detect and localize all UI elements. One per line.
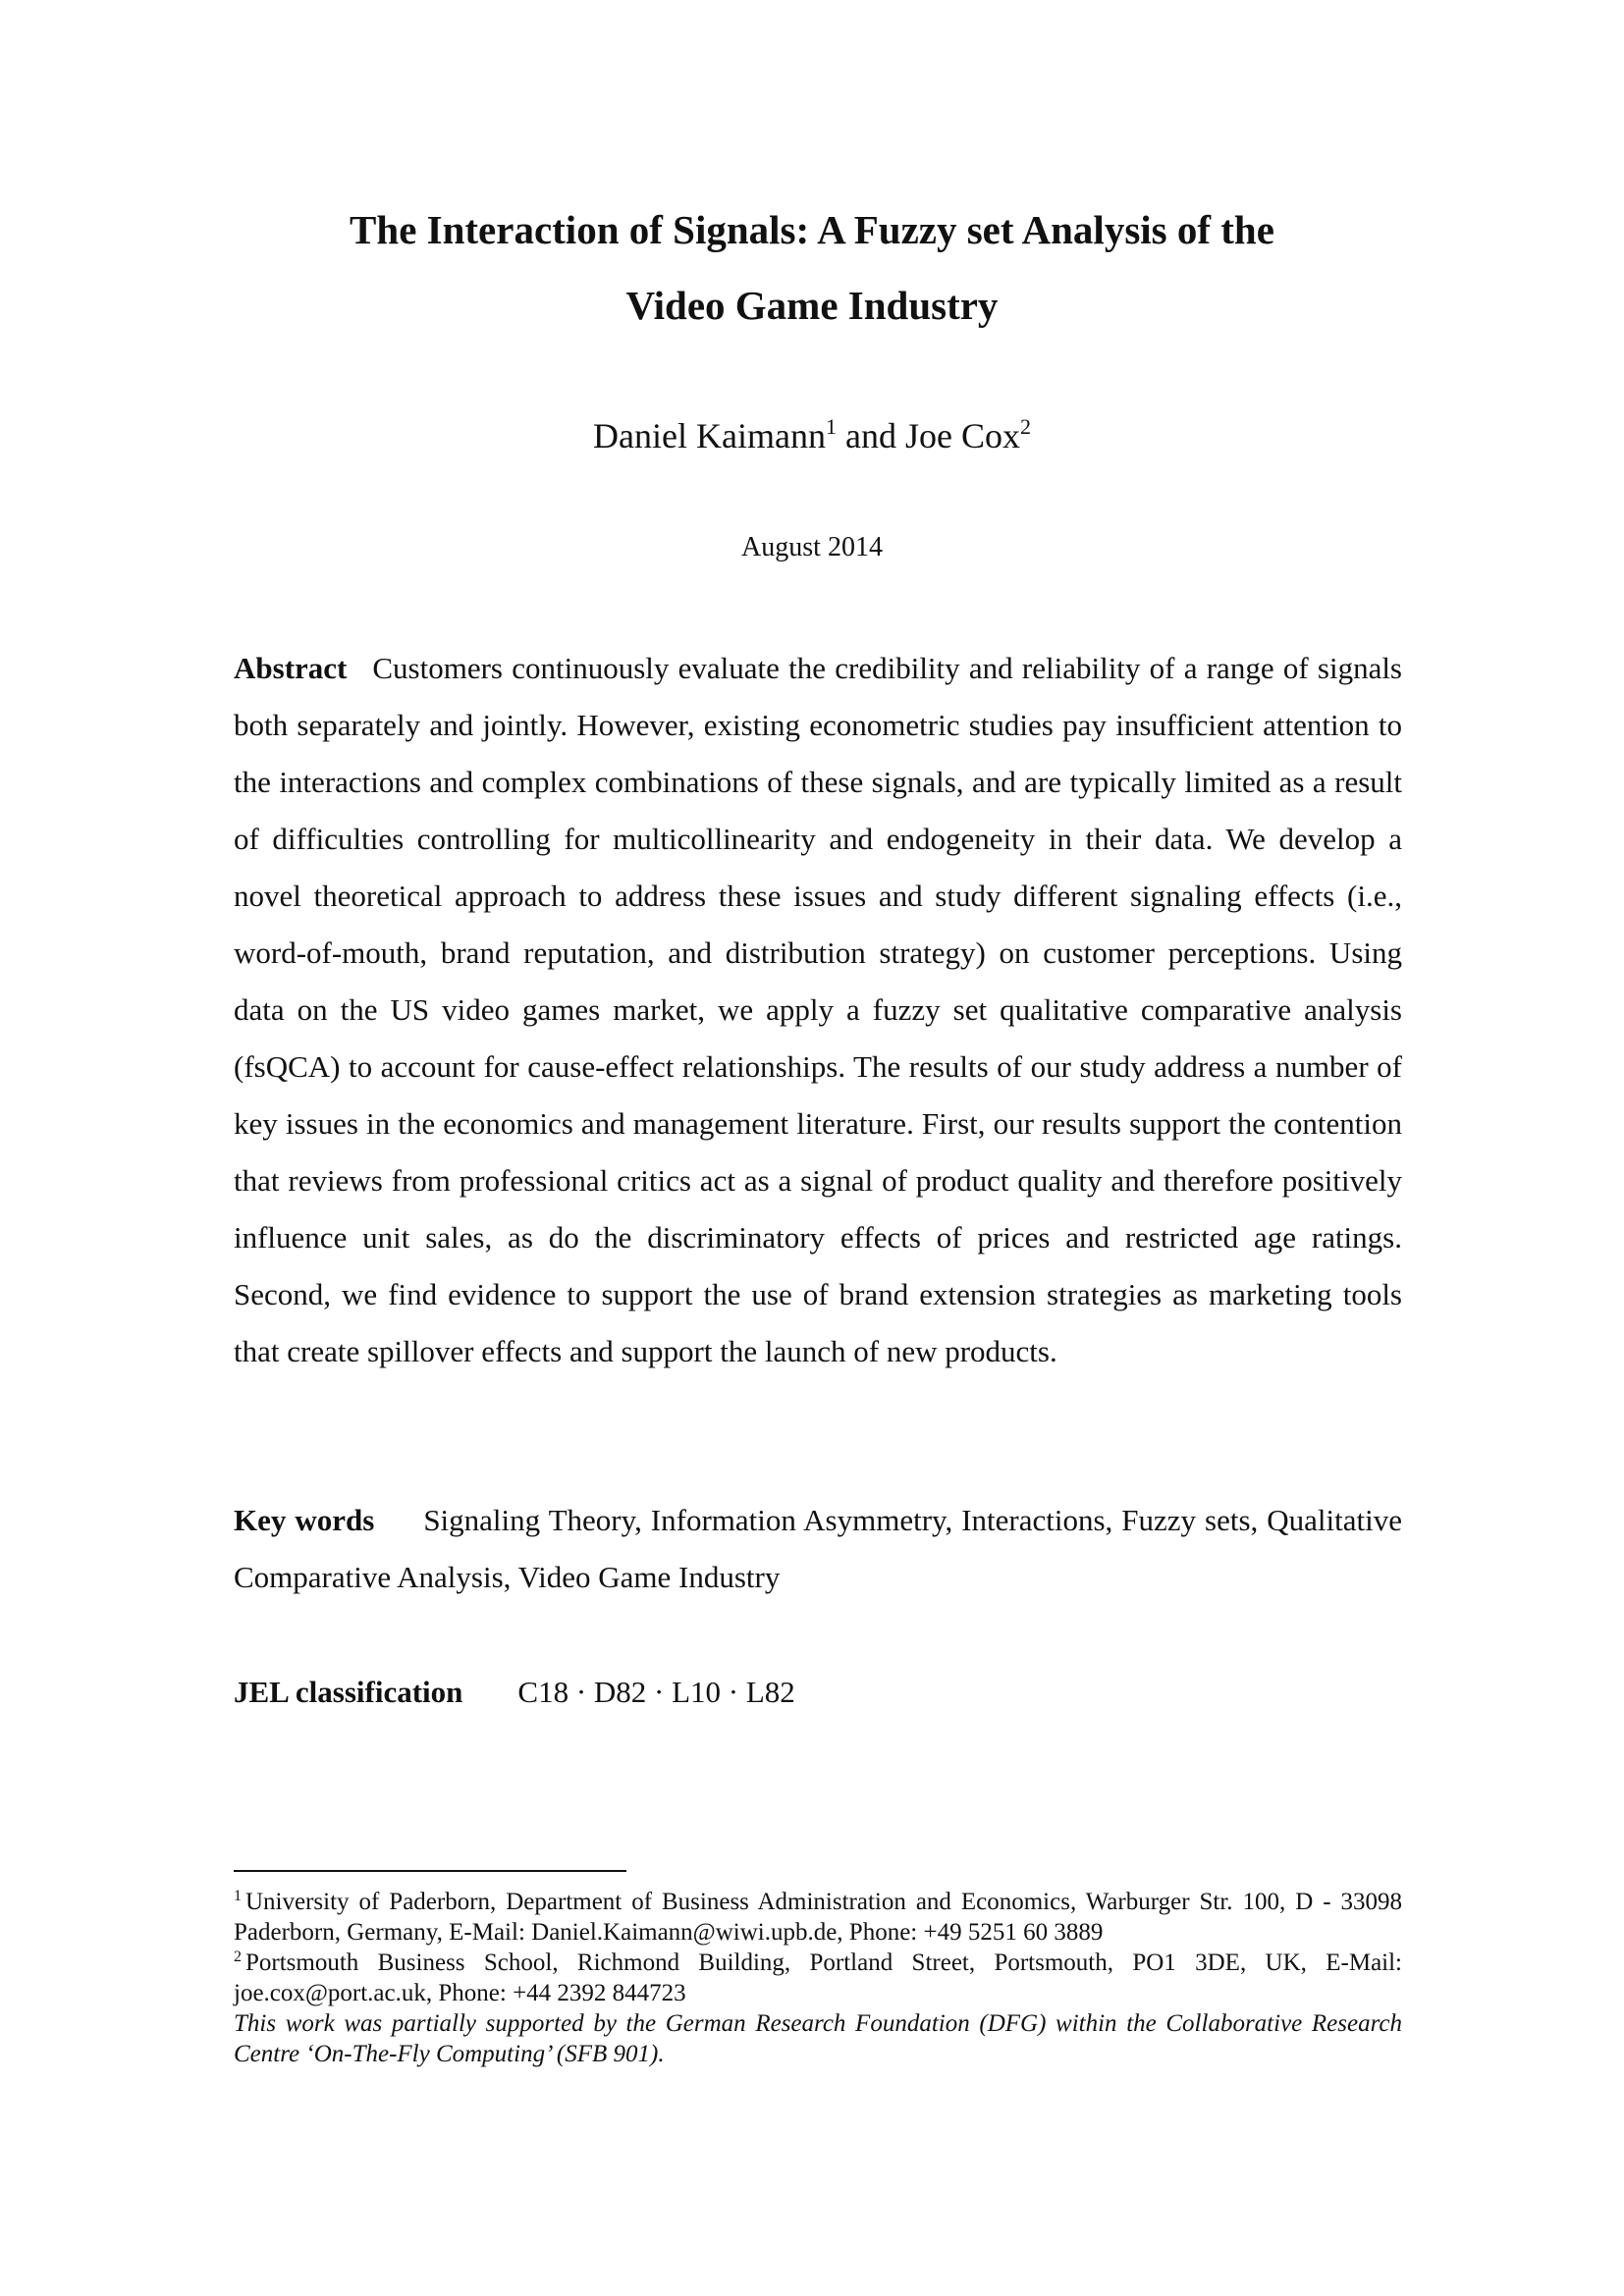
keywords-text: Signaling Theory, Information Asymmetry, Interactions, Fuzzy sets, Qualitative Comparative Analysis, Video Game Industry xyxy=(234,1503,1402,1594)
author-conjunction: and xyxy=(836,416,905,455)
paper-title-line-2: Video Game Industry xyxy=(625,283,999,328)
footnote-separator xyxy=(234,1870,626,1872)
author-footnote-mark-2: 2 xyxy=(1019,414,1031,439)
abstract-section xyxy=(234,640,1402,1380)
abstract-text: Customers continuously evaluate the credibility and reliability of a range of signals both separately and jointly. However, existing econometric studies pay insufficient attention to the interactions and complex combinations of these signals, and are typically limited as a result of difficulties controlling for multicollinearity and endogeneity in their data. We develop a novel theoretical approach to address these issues and study different signaling effects (i.e., word-of-mouth, brand reputation, and distribution strategy) on customer perceptions. Using data on the US video games market, we apply a fuzzy set qualitative comparative analysis (fsQCA) to account for cause-effect relationships. The results of our study address a number of key issues in the economics and management literature. First, our results support the contention that reviews from professional critics act as a signal of product quality and therefore positively influence unit sales, as do the discriminatory effects of prices and restricted age ratings. Second, we find evidence to support the use of brand extension strategies as marketing tools that create spillover effects and support the launch of new products. xyxy=(234,651,1402,1368)
author-list xyxy=(234,412,1390,459)
publication-date: August 2014 xyxy=(741,532,883,562)
footnote-2-mark: 2 xyxy=(234,1949,242,1965)
author-footnote-mark-1: 1 xyxy=(825,414,837,439)
funding-note: This work was partially supported by the German Research Foundation (DFG) within the Collaborative Research Centre ‘On-The-Fly Computing’ (SFB 901). xyxy=(234,2010,1402,2067)
footnote-1-text: University of Paderborn, Department of Business Administration and Economics, Warburger Str. 100, D - 33098 Paderborn, Germany, E-Mail: Daniel.Kaimann@wiwi.upb.de, Phone: +49 5251 60 3889 xyxy=(234,1889,1402,1946)
footnote-1 xyxy=(234,1887,1402,1948)
author-name-1: Daniel Kaimann xyxy=(593,416,826,455)
keywords-section xyxy=(234,1492,1402,1606)
footnote-1-mark: 1 xyxy=(234,1888,242,1904)
keywords-label: Key words xyxy=(234,1503,375,1537)
paper-title xyxy=(234,192,1390,344)
footnote-2 xyxy=(234,1948,1402,2008)
abstract-label: Abstract xyxy=(234,651,348,685)
jel-classification-label: JEL classification xyxy=(234,1675,463,1709)
paper-title-line-1: The Interaction of Signals: A Fuzzy set Analysis of the xyxy=(350,207,1274,252)
author-name-2: Joe Cox xyxy=(904,416,1020,455)
footnote-2-text: Portsmouth Business School, Richmond Building, Portland Street, Portsmouth, PO1 3DE, UK, E-Mail: joe.cox@port.ac.uk, Phone: +44 2392 844723 xyxy=(234,1949,1402,2006)
footnotes xyxy=(234,1887,1402,2069)
jel-classification-codes: C18 · D82 · L10 · L82 xyxy=(517,1675,795,1709)
jel-classification-section xyxy=(234,1664,1402,1721)
